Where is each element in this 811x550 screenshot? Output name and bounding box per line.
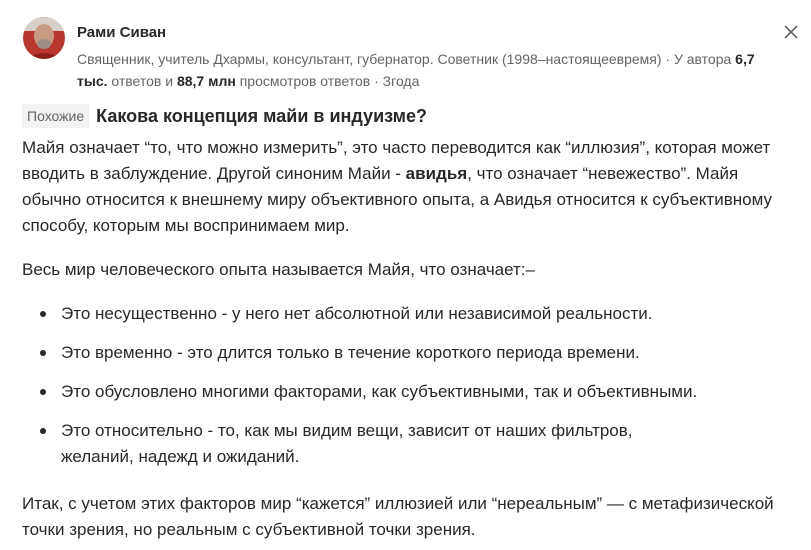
question-title[interactable]: Какова концепция майи в индуизме? — [96, 105, 427, 126]
related-question-row — [22, 103, 427, 129]
list-item-text: Это временно - это длится только в течение короткого периода времени. — [61, 343, 640, 362]
answer-paragraph-1 — [22, 135, 797, 239]
bullet-icon — [40, 389, 46, 395]
views-label: просмотров ответов · Згода — [235, 73, 420, 89]
related-badge: Похожие — [22, 104, 89, 128]
answers-label: ответов и — [107, 73, 177, 89]
list-item-text: Это относительно - то, как мы видим вещи, зависит от наших фильтров, желаний, надежд и ожиданий. — [61, 421, 633, 466]
bullet-list — [40, 301, 790, 483]
author-name[interactable]: Рами Сиван — [77, 24, 167, 41]
paragraph-text: Майя означает “то, что можно измерить”, это часто переводится как “иллюзия”, которая может вводить в заблуждение. Другой синоним Майи - — [22, 138, 771, 183]
bullet-icon — [40, 311, 46, 317]
views-count: 88,7 млн — [176, 73, 236, 89]
close-icon — [784, 25, 798, 39]
close-button[interactable] — [781, 22, 801, 42]
author-credentials — [77, 48, 777, 92]
list-item — [40, 418, 790, 470]
bullet-icon — [40, 428, 46, 434]
avatar[interactable] — [23, 17, 65, 59]
list-item — [40, 340, 790, 366]
list-item-text: Это обусловлено многими факторами, как субъективными, так и объективными. — [61, 382, 698, 401]
list-item — [40, 301, 790, 327]
avatar-image — [23, 17, 65, 59]
answers-count: 6,7 тыс. — [77, 51, 755, 89]
paragraph-text: , что означает “невежество”. Майя обычно относится к внешнему миру объективного опыта, а Авидья относится к субъективному способу, которым мы воспринимаем мир. — [22, 164, 772, 235]
answer-paragraph-3: Итак, с учетом этих факторов мир “кажется” иллюзией или “нереальным” — с метафизической точки зрения, но реальным с субъективной точки зрения. — [22, 494, 774, 539]
list-item-text: Это несущественно - у него нет абсолютной или независимой реальности. — [61, 304, 653, 323]
bullet-icon — [40, 350, 46, 356]
list-item — [40, 379, 790, 405]
answer-paragraph-2: Весь мир человеческого опыта называется Майя, что означает:– — [22, 260, 535, 279]
bold-term: авидья — [405, 164, 468, 183]
credentials-text: Священник, учитель Дхармы, консультант, губернатор. Советник (1998–настоящеевремя) · У автора — [77, 51, 736, 67]
